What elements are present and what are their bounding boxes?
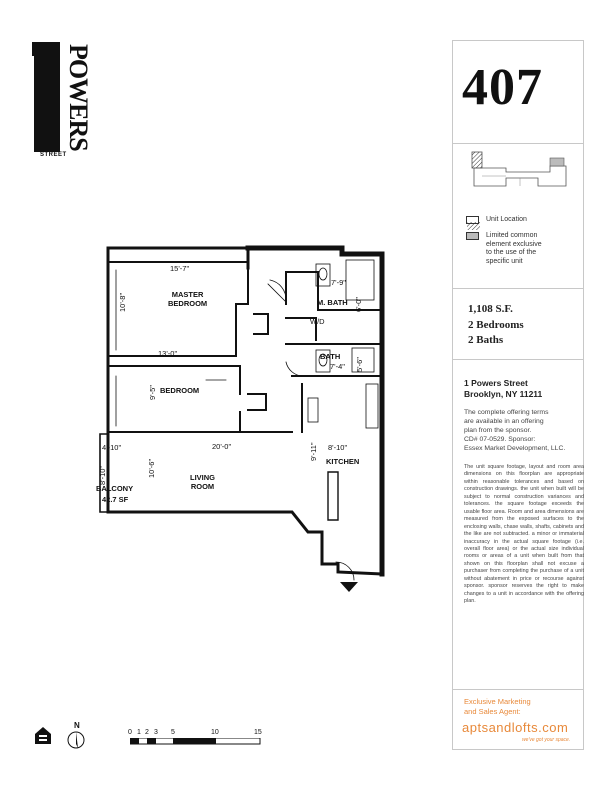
- unit-bedrooms: 2 Bedrooms: [468, 318, 524, 331]
- legend-unit-location: Unit Location: [486, 216, 527, 223]
- room-master-bath: M. BATH: [317, 298, 348, 307]
- dim-kitchen-height: 9'-11": [309, 442, 318, 461]
- divider: [453, 288, 583, 289]
- north-arrow-icon: [66, 730, 86, 750]
- disclaimer: The unit square footage, layout and room area dimensions on this floorplan are appropriate within reasonable tolerances and based on construction drawings. the unit when built will be subject to normal construction variances and tolerances. the square footage exceeds the usable floor area. Room and area dimensions are measured from the exposed surfaces to the enclosing walls, chase walls, shafts, cabinets and the like are not subtracted. a minor or immaterial inaccuracy in the actual square footage (i.e. overall floor area) or the actual size individual rooms or areas of a unit when built from that shown on this floorplan shall not excuse a purchaser from completing the purchase of a unit without abatement in price or recourse against sponsor. sponsor reserves the right to make changes to a unit in accordance with the offering plan.: [464, 464, 584, 605]
- dim-balcony-height: 8'-10": [98, 465, 107, 485]
- unit-area: 1,108 S.F.: [468, 303, 513, 315]
- dim-bedroom-width: 13'-0": [158, 349, 178, 358]
- scale-tick: 3: [154, 729, 158, 736]
- room-living: LIVING ROOM: [190, 473, 216, 491]
- scale-tick: 10: [211, 729, 219, 736]
- legend-limited-common: Limited common element exclusive to the use of the specific unit: [486, 232, 542, 265]
- dim-bath-width: 7'-4": [330, 362, 345, 371]
- dim-living-height: 10'-6": [147, 458, 156, 478]
- room-bath: BATH: [320, 352, 341, 361]
- offering-terms: The complete offering terms are available in an offering plan from the sponsor. CD# 07-0529. Sponsor: Essex Market Development, LLC.: [464, 409, 566, 452]
- dim-living-width: 20'-0": [212, 442, 232, 451]
- north-label: N: [74, 721, 80, 730]
- brand-logo: aptsandlofts.com: [462, 720, 569, 735]
- dim-bath-height: 5'-6": [355, 357, 364, 372]
- divider: [453, 143, 583, 144]
- unit-number: 407: [462, 59, 543, 116]
- dim-mbath-height: 6'-0": [354, 297, 363, 312]
- room-balcony: BALCONY: [96, 484, 134, 493]
- room-kitchen: KITCHEN: [326, 457, 360, 466]
- brand-tagline: we've got your space.: [522, 737, 571, 743]
- logo-name: POWERS: [64, 44, 93, 151]
- dim-mbath-width: 7'-9": [331, 278, 346, 287]
- unit-baths: 2 Baths: [468, 334, 504, 346]
- balcony-area: 42.7 SF: [102, 495, 129, 504]
- scale-tick: 2: [145, 729, 149, 736]
- scale-tick: 15: [254, 729, 262, 736]
- unit-stats: [468, 302, 524, 349]
- scale-tick: 5: [171, 729, 175, 736]
- key-plan: [466, 148, 578, 207]
- room-bedroom: BEDROOM: [160, 386, 200, 395]
- dim-master-height: 10'-8": [118, 292, 127, 312]
- dim-kitchen-width: 8'-10": [328, 443, 348, 452]
- marketing-label: Exclusive Marketing and Sales Agent:: [464, 697, 531, 716]
- divider: [453, 689, 583, 690]
- building-logo: [32, 40, 93, 170]
- hatch-swatch: [466, 216, 479, 224]
- dim-master-width: 15'-7": [170, 264, 190, 273]
- divider: [453, 359, 583, 360]
- scale-tick: 1: [137, 729, 141, 736]
- logo-street: STREET: [40, 152, 67, 158]
- equal-housing-icon: [34, 726, 52, 746]
- scale-bar: [130, 738, 264, 746]
- room-master-bedroom: MASTER BEDROOM: [168, 290, 208, 308]
- dim-bedroom-height: 9'-5": [148, 385, 157, 400]
- address: 1 Powers Street Brooklyn, NY 11211: [464, 378, 543, 399]
- room-washer-dryer: W/D: [310, 317, 325, 326]
- gray-swatch: [466, 232, 479, 240]
- scale-tick: 0: [128, 729, 132, 736]
- floor-plan: [96, 244, 396, 604]
- dim-balcony-width: 4'-10": [102, 443, 122, 452]
